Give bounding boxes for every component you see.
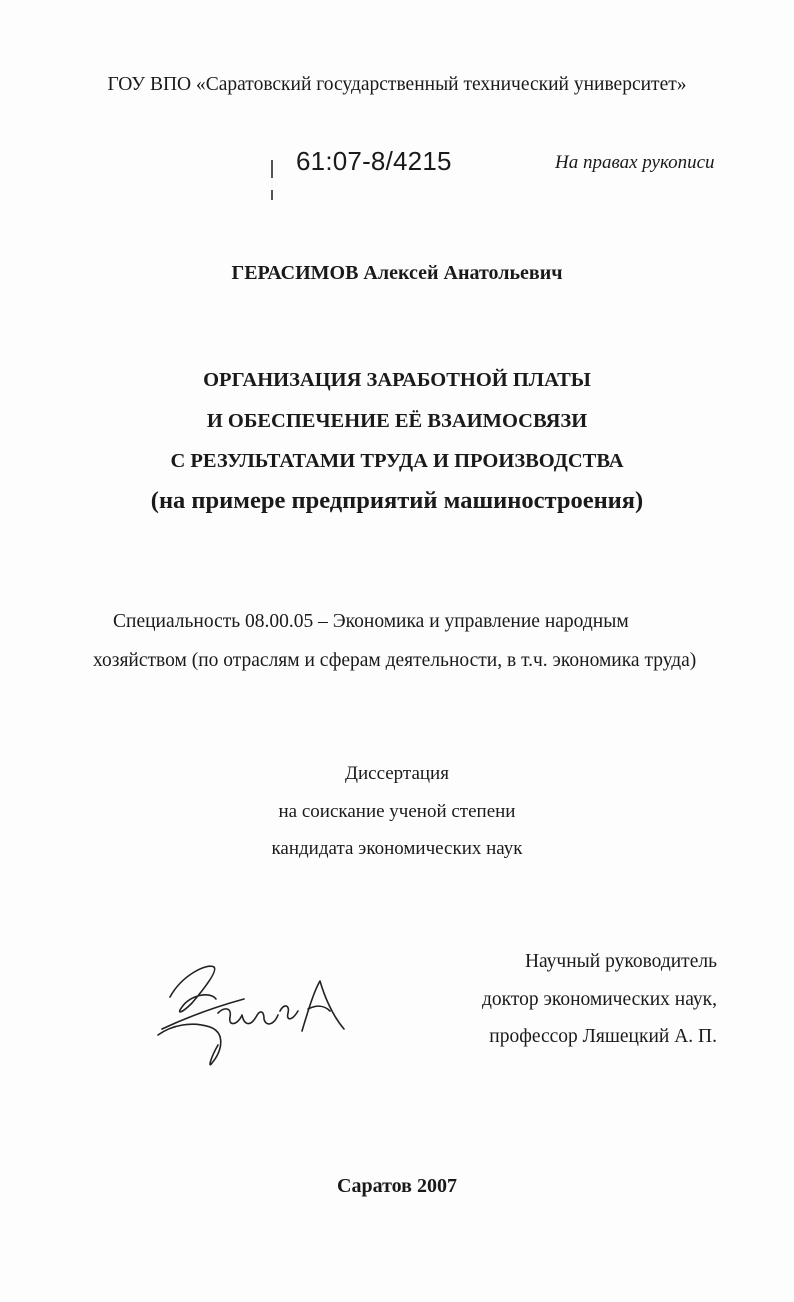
- thesis-subtitle: (на примере предприятий машиностроения): [150, 487, 644, 514]
- supervisor-degree: доктор экономических наук,: [481, 989, 717, 1010]
- thesis-title-line-2: И ОБЕСПЕЧЕНИЕ ЕЁ ВЗАИМОСВЯЗИ: [206, 410, 588, 432]
- degree-line: на соискание ученой степени: [278, 801, 516, 822]
- specialty-line-1: Специальность 08.00.05 – Экономика и управление народным: [113, 611, 629, 632]
- supervisor-name: профессор Ляшецкий А. П.: [489, 1026, 717, 1047]
- scan-mark: [271, 190, 273, 200]
- scan-mark: [271, 160, 273, 178]
- thesis-title-line-3: С РЕЗУЛЬТАТАМИ ТРУДА И ПРОИЗВОДСТВА: [170, 450, 624, 472]
- author-name: ГЕРАСИМОВ Алексей Анатольевич: [231, 262, 563, 284]
- institution-name: ГОУ ВПО «Саратовский государственный технический университет»: [107, 74, 687, 95]
- supervisor-label: Научный руководитель: [524, 951, 717, 972]
- specialty-line-2: хозяйством (по отраслям и сферам деятельности, в т.ч. экономика труда): [93, 650, 697, 671]
- thesis-title-line-1: ОРГАНИЗАЦИЯ ЗАРАБОТНОЙ ПЛАТЫ: [203, 369, 591, 391]
- degree-field-line: кандидата экономических наук: [271, 838, 523, 859]
- dissertation-label: Диссертация: [345, 763, 449, 784]
- catalog-code: 61:07-8/4215: [296, 146, 452, 176]
- signature-image: [152, 955, 352, 1075]
- city-year: Саратов 2007: [337, 1175, 457, 1197]
- manuscript-rights-note: На правах рукописи: [555, 152, 715, 173]
